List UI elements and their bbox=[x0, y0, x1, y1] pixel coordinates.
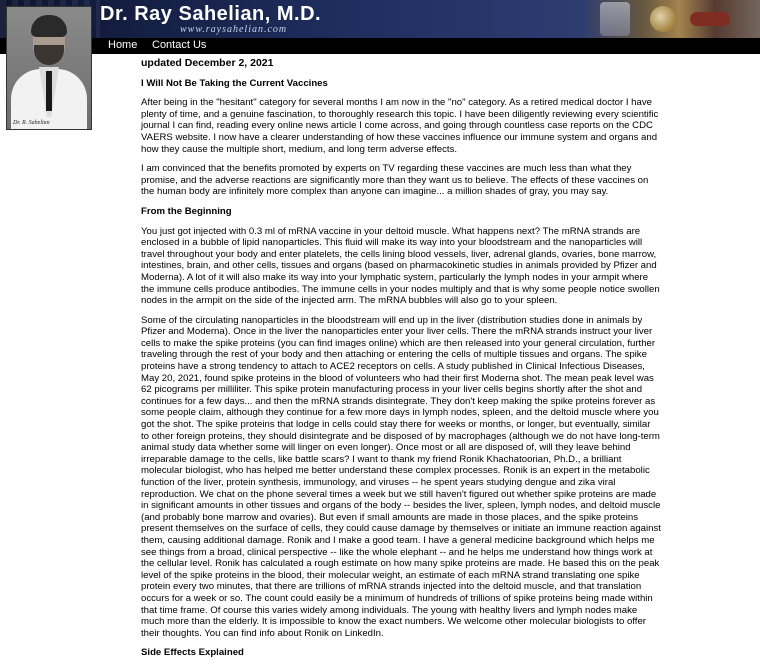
banner-image bbox=[580, 0, 760, 38]
updated-date: updated December 2, 2021 bbox=[141, 57, 274, 69]
portrait-signature: Dr. R. Sahelian bbox=[13, 120, 50, 126]
site-title: Dr. Ray Sahelian, M.D. bbox=[100, 3, 322, 25]
article-paragraph: Some of the circulating nanoparticles in the bloodstream will end up in the liver (distribution studies done in animals by Pfizer and Moderna). Once in the liver the nanoparticles enter your liver cells. There the mRNA strands instruct your liver cells to make the spike proteins (you can find images online) which are then released into your general circulation, further traveling through the rest of your body and then attaching or entering the cells of multiple tissues and organs. The spike proteins have a strong tendency to attach to ACE2 receptors on cells. A study published in Clinical Infectious Diseases, May 20, 2021, found spike proteins in the blood of volunteers who had their first Moderna shot. The mean peak level was 62 picograms per milliliter. This spike protein manufacturing process in your liver cells begins shortly after the shot and continues for a few days... and then the mRNA strands disintegrate. They don't keep making the spike proteins forever as some people claim, although they continue for a few more days in lymph nodes, spleen, and the deltoid muscle where you got the shot. The spike proteins that lodge in cells could stay there for weeks or months, or longer, but eventually, similar to other foreign proteins, they should disintegrate and be disposed of by macrophages (although we do not have long-term animal study data whether some will linger on even longer). Once most or all are disposed of, will they leave behind irreparable damage to the cells, like battle scars? I want to thank my friend Ronik Khachatoorian, Ph.D., a brilliant molecular biologist, who has helped me better understand these complex processes. Ronik is an expert in the metabolic function of the liver, protein synthesis, immunology, and viruses -- he spent years studying dengue and zika viral reproduction. We chat on the phone several times a week but we still haven't figured out whether spike proteins are made in significant amounts in other tissues and organs of the body -- besides the liver, spleen, lymph nodes, and deltoid muscle (and probably bone marrow and ovaries). But even if small amounts are made in those places, and the spike proteins present themselves on the surface of cells, they could cause damage by themselves or initiate an immune reaction against them, causing additional damage. Ronik and I make a good team. I have a general medicine background which helps me see things from a broad, clinical perspective -- like the whole elephant -- and he helps me understand how things work at the cellular level. Ronik has calculated a rough estimate on how many spike proteins are made. He based this on the peak level of the spike proteins in the blood, their molecular weight, an estimate of each mRNA strand translating one spike protein every two minutes, that there are trillions of mRNA strands injected into the deltoid muscle, and that translation occurs for a week or so. The count could easily be a minimum of hundreds of trillions of spike proteins being made within that time frame. Of course this varies widely among individuals. The young with healthy livers and lymph nodes make much more than the elderly. It is impossible to know the exact numbers. We welcome other molecular biologists to offer their thoughts. You can find info about Ronik on LinkedIn. bbox=[141, 314, 661, 639]
nav-home-link[interactable]: Home bbox=[108, 39, 138, 51]
section-heading: Side Effects Explained bbox=[141, 647, 244, 659]
header-banner bbox=[0, 0, 760, 38]
article-paragraph: I am convinced that the benefits promoted by experts on TV regarding these vaccines are much less than what they promise, and the adverse reactions are significantly more than they want us to believe. The effects of these vaccines on the human body are infinitely more complex than anyone can imagine... a million shades of gray, you may say. bbox=[141, 163, 649, 198]
article-title: I Will Not Be Taking the Current Vaccines bbox=[141, 77, 328, 89]
nav-bar bbox=[0, 38, 760, 54]
article-paragraph: After being in the "hesitant" category for several months I am now in the "no" category. As a retired medical doctor I have plenty of time, and a genuine fascination, to thoroughly research this topic. I have been diligently reviewing every scientific journal I can find, reading every online news article I come across, and going through countless case reports on the CDC VAERS website. I now have a clearer understanding of how these vaccines influence our immune system and organs and how they cause the multiple short, medium, and long term adverse effects. bbox=[141, 97, 659, 155]
article-paragraph: You just got injected with 0.3 ml of mRNA vaccine in your deltoid muscle. What happens next? The mRNA strands are enclosed in a bubble of lipid nanoparticles. This fluid will make its way into your bloodstream and the nanoparticles will travel throughout your body and enter platelets, the cells lining blood vessels, liver, adrenal glands, ovaries, bone marrow, intestines, brain, and other cells, tissues and organs (based on pharmacokinetic studies in animals provided by Pfizer and Moderna). A lot of it will also make its way into your lymphatic system, particularly the lymph nodes in your armpit where the immune cells produce antibodies. The immune cells in your nodes multiply and that is why some people notice swollen nodes in the armpit on the side of the injected arm. The mRNA bubbles will also go to your spleen. bbox=[141, 225, 660, 307]
article-content bbox=[141, 58, 661, 667]
nav-contact-link[interactable]: Contact Us bbox=[152, 39, 207, 51]
author-portrait bbox=[6, 6, 92, 130]
site-url: www.raysahelian.com bbox=[180, 24, 288, 35]
section-heading: From the Beginning bbox=[141, 205, 232, 217]
